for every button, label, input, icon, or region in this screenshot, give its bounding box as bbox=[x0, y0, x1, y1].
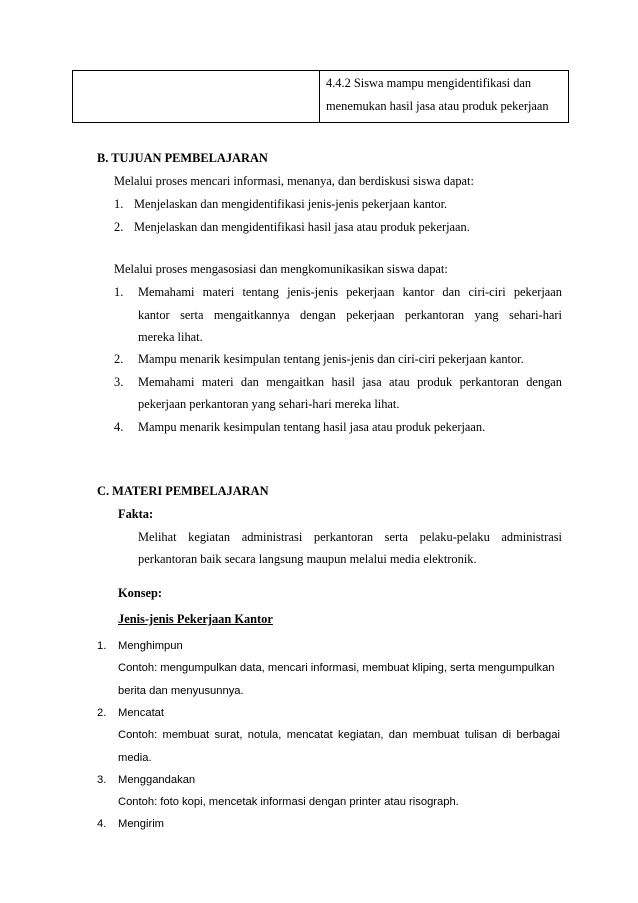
konsep-label: Konsep: bbox=[118, 586, 163, 600]
subheading: Jenis-jenis Pekerjaan Kantor bbox=[118, 612, 273, 626]
objectives-table bbox=[72, 70, 569, 123]
list-item-number: 2. bbox=[114, 352, 124, 366]
list-item-text: Memahami materi tentang jenis-jenis pekerjaan kantor dan ciri-ciri pekerjaan bbox=[138, 285, 562, 299]
list-item-text: berita dan menyusunnya. bbox=[118, 685, 244, 697]
list-item-text: mereka lihat. bbox=[138, 330, 203, 344]
list-item-text: media. bbox=[118, 752, 152, 764]
table-text-line: menemukan hasil jasa atau produk pekerjaan bbox=[326, 99, 549, 113]
list-item-text: Contoh: membuat surat, notula, mencatat kegiatan, dan membuat tulisan di berbagai bbox=[118, 729, 560, 741]
list-item-text: Mampu menarik kesimpulan tentang jenis-jenis dan ciri-ciri pekerjaan kantor. bbox=[138, 352, 524, 366]
list-item-title: Mengirim bbox=[118, 818, 165, 830]
list-item-text: Menjelaskan dan mengidentifikasi hasil jasa atau produk pekerjaan. bbox=[134, 220, 470, 234]
list-item-number: 1. bbox=[114, 197, 124, 211]
table-text-line: 4.4.2 Siswa mampu mengidentifikasi dan bbox=[326, 76, 532, 90]
list-item-text: Contoh: foto kopi, mencetak informasi dengan printer atau risograph. bbox=[118, 796, 459, 808]
list-item-title: Menggandakan bbox=[118, 774, 196, 786]
section-b-intro: Melalui proses mengasosiasi dan mengkomunikasikan siswa dapat: bbox=[114, 262, 448, 276]
list-item-title: Mencatat bbox=[118, 707, 165, 719]
list-item-text: pekerjaan perkantoran yang sehari-hari mereka lihat. bbox=[138, 397, 400, 411]
list-item-number: 2. bbox=[97, 707, 107, 719]
list-item-text: Contoh: mengumpulkan data, mencari informasi, membuat kliping, serta mengumpulkan bbox=[118, 662, 555, 674]
fakta-text: Melihat kegiatan administrasi perkantoran serta pelaku-pelaku administrasi bbox=[138, 530, 562, 544]
table-cell-objective bbox=[320, 71, 568, 122]
list-item-number: 3. bbox=[114, 375, 124, 389]
list-item-number: 1. bbox=[97, 640, 107, 652]
section-b-intro: Melalui proses mencari informasi, menanya, dan berdiskusi siswa dapat: bbox=[114, 174, 474, 188]
list-item-text: Memahami materi dan mengaitkan hasil jasa atau produk perkantoran dengan bbox=[138, 375, 562, 389]
section-b-heading: B. TUJUAN PEMBELAJARAN bbox=[97, 151, 268, 165]
table-cell-empty bbox=[73, 71, 320, 122]
list-item-number: 3. bbox=[97, 774, 107, 786]
section-c-heading: C. MATERI PEMBELAJARAN bbox=[97, 484, 269, 498]
list-item-title: Menghimpun bbox=[118, 640, 183, 652]
list-item-number: 4. bbox=[97, 818, 107, 830]
list-item-number: 4. bbox=[114, 420, 124, 434]
list-item-text: kantor serta mengaitkannya dengan pekerjaan perkantoran yang sehari-hari bbox=[138, 308, 562, 322]
list-item-text: Mampu menarik kesimpulan tentang hasil jasa atau produk pekerjaan. bbox=[138, 420, 486, 434]
list-item-number: 2. bbox=[114, 220, 124, 234]
list-item-number: 1. bbox=[114, 285, 124, 299]
fakta-text: perkantoran baik secara langsung maupun melalui media elektronik. bbox=[138, 552, 477, 566]
fakta-label: Fakta: bbox=[118, 507, 154, 521]
list-item-text: Menjelaskan dan mengidentifikasi jenis-jenis pekerjaan kantor. bbox=[134, 197, 448, 211]
